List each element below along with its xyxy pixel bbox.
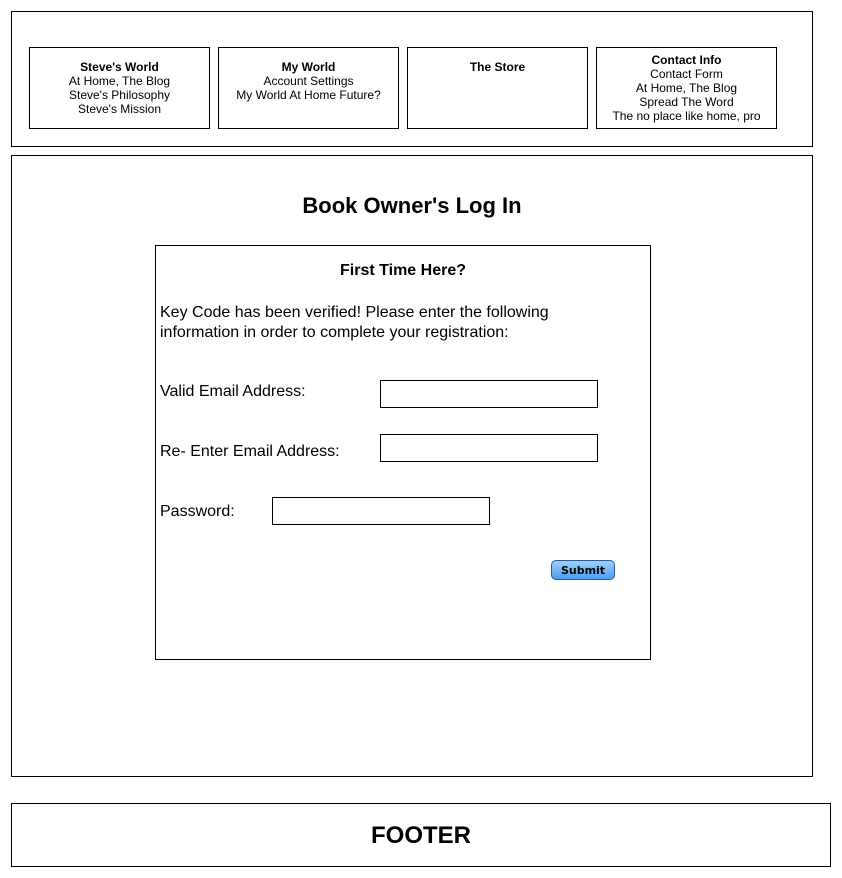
nav-title-steves-world[interactable]: Steve's World [80,60,159,74]
nav-title-the-store[interactable]: The Store [469,60,526,74]
email-label: Valid Email Address: [160,383,306,400]
password-field[interactable] [272,497,490,525]
nav-menu-contact-info [596,47,777,129]
nav-title-my-world[interactable]: My World [281,60,336,74]
password-label: Password: [160,503,235,520]
nav-link-no-place-like-home[interactable]: The no place like home, pro [612,109,761,123]
nav-link-steves-mission[interactable]: Steve's Mission [78,102,161,116]
nav-link-steves-philosophy[interactable]: Steve's Philosophy [68,88,170,102]
nav-menu-the-store [407,47,588,129]
header [11,11,813,147]
nav-link-contact-form[interactable]: Contact Form [650,67,723,81]
intro-text: Key Code has been verified! Please enter the following information in order to complete your registration: [160,304,549,341]
nav-menu-steves-world [29,47,210,129]
form-heading: First Time Here? [340,262,466,279]
main-content [11,155,813,777]
nav-menu-my-world [218,47,399,129]
confirm-email-field[interactable] [380,434,598,462]
footer [11,803,831,867]
nav-link-spread-the-word[interactable]: Spread The Word [639,95,734,109]
nav-title-contact-info[interactable]: Contact Info [651,53,722,67]
submit-button[interactable]: Submit [551,560,615,580]
footer-text: FOOTER [371,822,471,849]
confirm-email-label: Re- Enter Email Address: [160,443,340,460]
page-title: Book Owner's Log In [302,193,522,218]
registration-form [155,245,651,660]
nav-link-at-home-blog[interactable]: At Home, The Blog [68,74,171,88]
nav-link-my-world-future[interactable]: My World At Home Future? [236,88,381,102]
nav-link-at-home-blog-2[interactable]: At Home, The Blog [635,81,738,95]
email-field[interactable] [380,380,598,408]
nav-link-account-settings[interactable]: Account Settings [263,74,354,88]
